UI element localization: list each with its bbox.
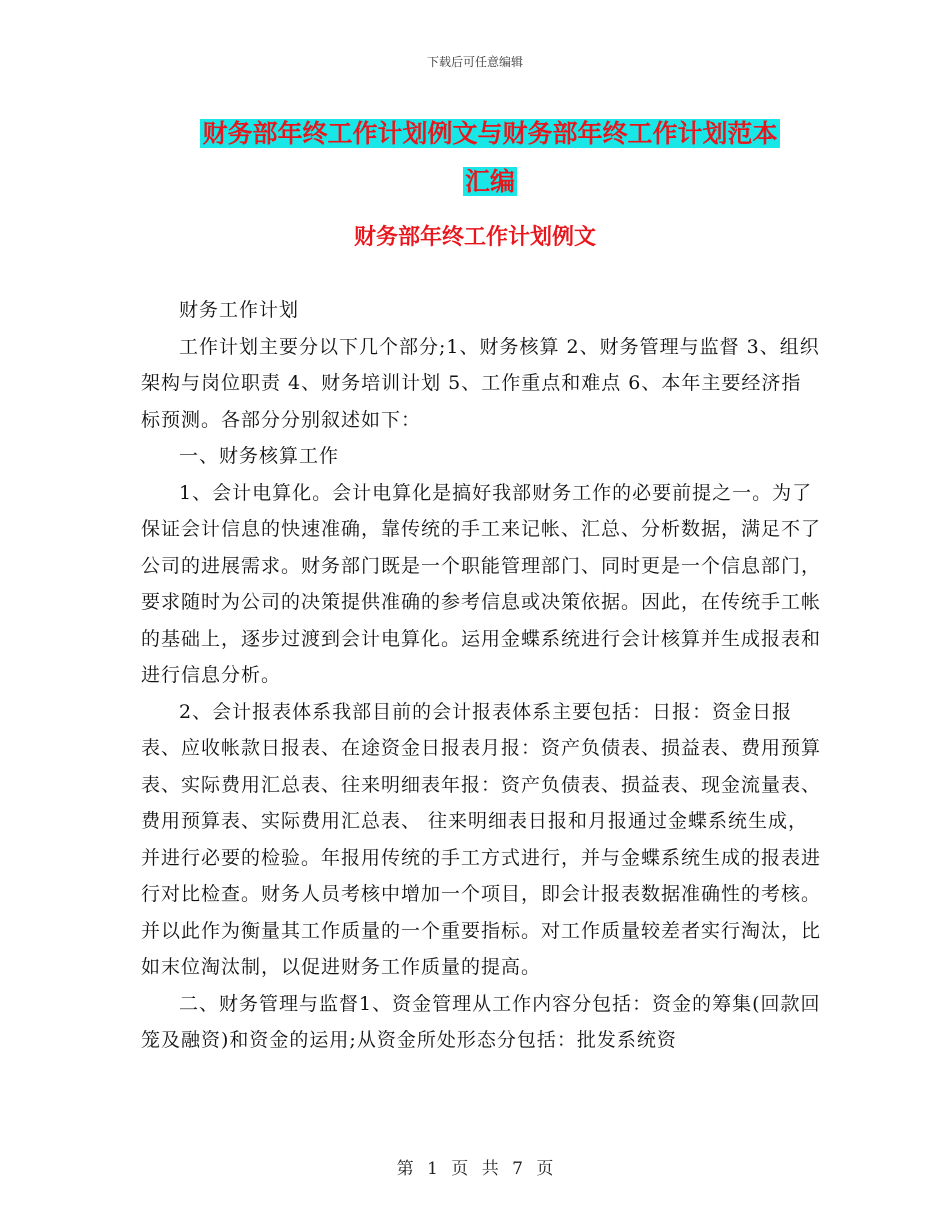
page-number: 第 1 页 共 7 页 xyxy=(396,1159,554,1179)
paragraph-accounting-computerization: 1、会计电算化。会计电算化是搞好我部财务工作的必要前提之一。为了保证会计信息的快速准确，靠传统的手工来记帐、汇总、分析数据，满足不了公司的进展需求。财务部门既是一个职能管理部门、同时更是一个信息部门，要求随时为公司的决策提供准确的参考信息或决策依据。因此，在传统手工帐的基础上，逐步过渡到会计电算化。运用金蝶系统进行会计核算并生成报表和进行信息分析。 xyxy=(141,481,822,686)
section-title: 财务部年终工作计划例文 xyxy=(353,225,596,250)
document-body xyxy=(141,292,821,1059)
document-title xyxy=(150,110,830,206)
document-title-line2: 汇编 xyxy=(464,167,515,196)
page-header-note: 下载后可任意编辑 xyxy=(426,55,523,69)
paragraph-heading: 财务工作计划 xyxy=(179,299,300,321)
paragraph-report-system: 2、会计报表体系我部目前的会计报表体系主要包括：日报：资金日报表、应收帐款日报表、在途资金日报表月报：资产负债表、损益表、费用预算表、实际费用汇总表、往来明细表年报：资产负债表、损益表、现金流量表、费用预算表、实际费用汇总表、 往来明细表日报和月报通过金蝶系统生成，并进行必要的检验。年报用传统的手工方式进行，并与金蝶系统生成的报表进行对比检查。财务人员考核中增加一个项目，即会计报表数据准确性的考核。并以此作为衡量其工作质量的一个重要指标。对工作质量较差者实行淘汰，比如末位淘汰制，以促进财务工作质量的提高。 xyxy=(141,700,822,978)
paragraph-financial-management: 二、财务管理与监督1、资金管理从工作内容分包括：资金的筹集(回款回笼及融资)和资金的运用;从资金所处形态分包括：批发系统资 xyxy=(141,992,821,1051)
paragraph-overview: 工作计划主要分以下几个部分;1、财务核算 2、财务管理与监督 3、组织架构与岗位职责 4、财务培训计划 5、工作重点和难点 6、本年主要经济指标预测。各部分分别叙述如下： xyxy=(141,335,820,431)
paragraph-section-heading: 一、财务核算工作 xyxy=(179,445,340,467)
document-title-line1: 财务部年终工作计划例文与财务部年终工作计划范本 xyxy=(202,119,778,148)
